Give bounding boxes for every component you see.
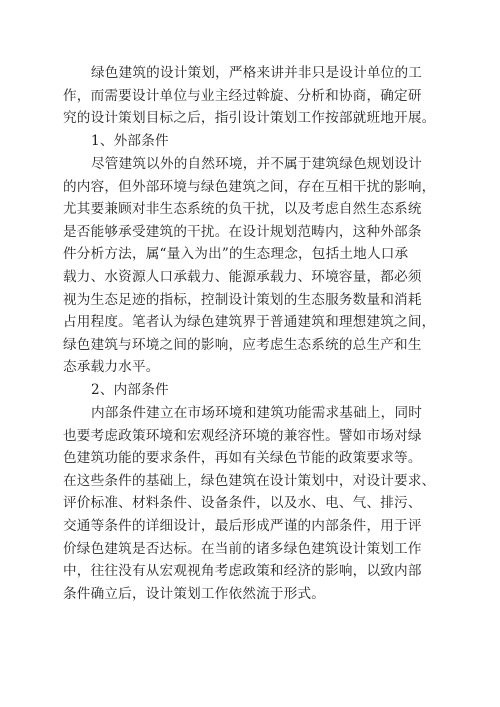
text-line: 态承载力水平。 (63, 359, 160, 376)
text-line: 评价标准、材料条件、设备条件，以及水、电、气、排污、 (63, 495, 422, 512)
heading-text: 1、外部条件 (91, 133, 169, 149)
section-heading-internal (63, 379, 455, 402)
text-line: 价绿色建筑是否达标。在当前的诸多绿色建筑设计策划工作 (63, 540, 422, 557)
text-line: 视为生态足迹的指标，控制设计策划的生态服务数量和消耗 (63, 291, 422, 308)
paragraph-external-conditions (63, 153, 455, 379)
text-line: 载力、水资源人口承载力、能源承载力、环境容量，都必须 (63, 268, 422, 285)
text-line: 尽管建筑以外的自然环境，并不属于建筑绿色规划设计 (91, 156, 423, 172)
section-heading-external (63, 130, 455, 153)
text-line: 色建筑功能的要求条件，再如有关绿色节能的政策要求等。 (63, 450, 422, 467)
text-line: 占用程度。笔者认为绿色建筑界于普通建筑和理想建筑之间， (63, 314, 436, 331)
paragraph-intro (63, 62, 455, 130)
text-line: 也要考虑政策环境和宏观经济环境的兼容性。譬如市场对绿 (63, 427, 422, 444)
text-line: 交通等条件的详细设计，最后形成严谨的内部条件，用于评 (63, 517, 422, 534)
text-line: 在这些条件的基础上，绿色建筑在设计策划中，对设计要求、 (63, 472, 436, 489)
text-line: 尤其要兼顾对非生态系统的负干扰，以及考虑自然生态系统 (63, 201, 422, 218)
text-line: 绿色建筑与环境之间的影响，应考虑生态系统的总生产和生 (63, 336, 422, 353)
text-line: 内部条件建立在市场环境和建筑功能需求基础上，同时 (91, 405, 423, 421)
text-line: 作，而需要设计单位与业主经过斡旋、分析和协商，确定研 (63, 87, 422, 104)
heading-text: 2、内部条件 (91, 382, 169, 398)
text-line: 件分析方法，属“量入为出”的生态理念，包括土地人口承 (63, 246, 409, 263)
text-line: 的内容，但外部环境与绿色建筑之间，存在互相干扰的影响， (63, 178, 436, 195)
paragraph-internal-conditions (63, 402, 455, 605)
text-line: 绿色建筑的设计策划，严格来讲并非只是设计单位的工 (91, 65, 423, 81)
text-line: 是否能够承受建筑的干扰。在设计规划范畴内，这种外部条 (63, 223, 422, 240)
text-line: 究的设计策划目标之后，指引设计策划工作按部就班地开展。 (63, 110, 436, 127)
text-line: 中，往往没有从宏观视角考虑政策和经济的影响，以致内部 (63, 563, 422, 580)
text-line: 条件确立后，设计策划工作依然流于形式。 (63, 585, 326, 602)
